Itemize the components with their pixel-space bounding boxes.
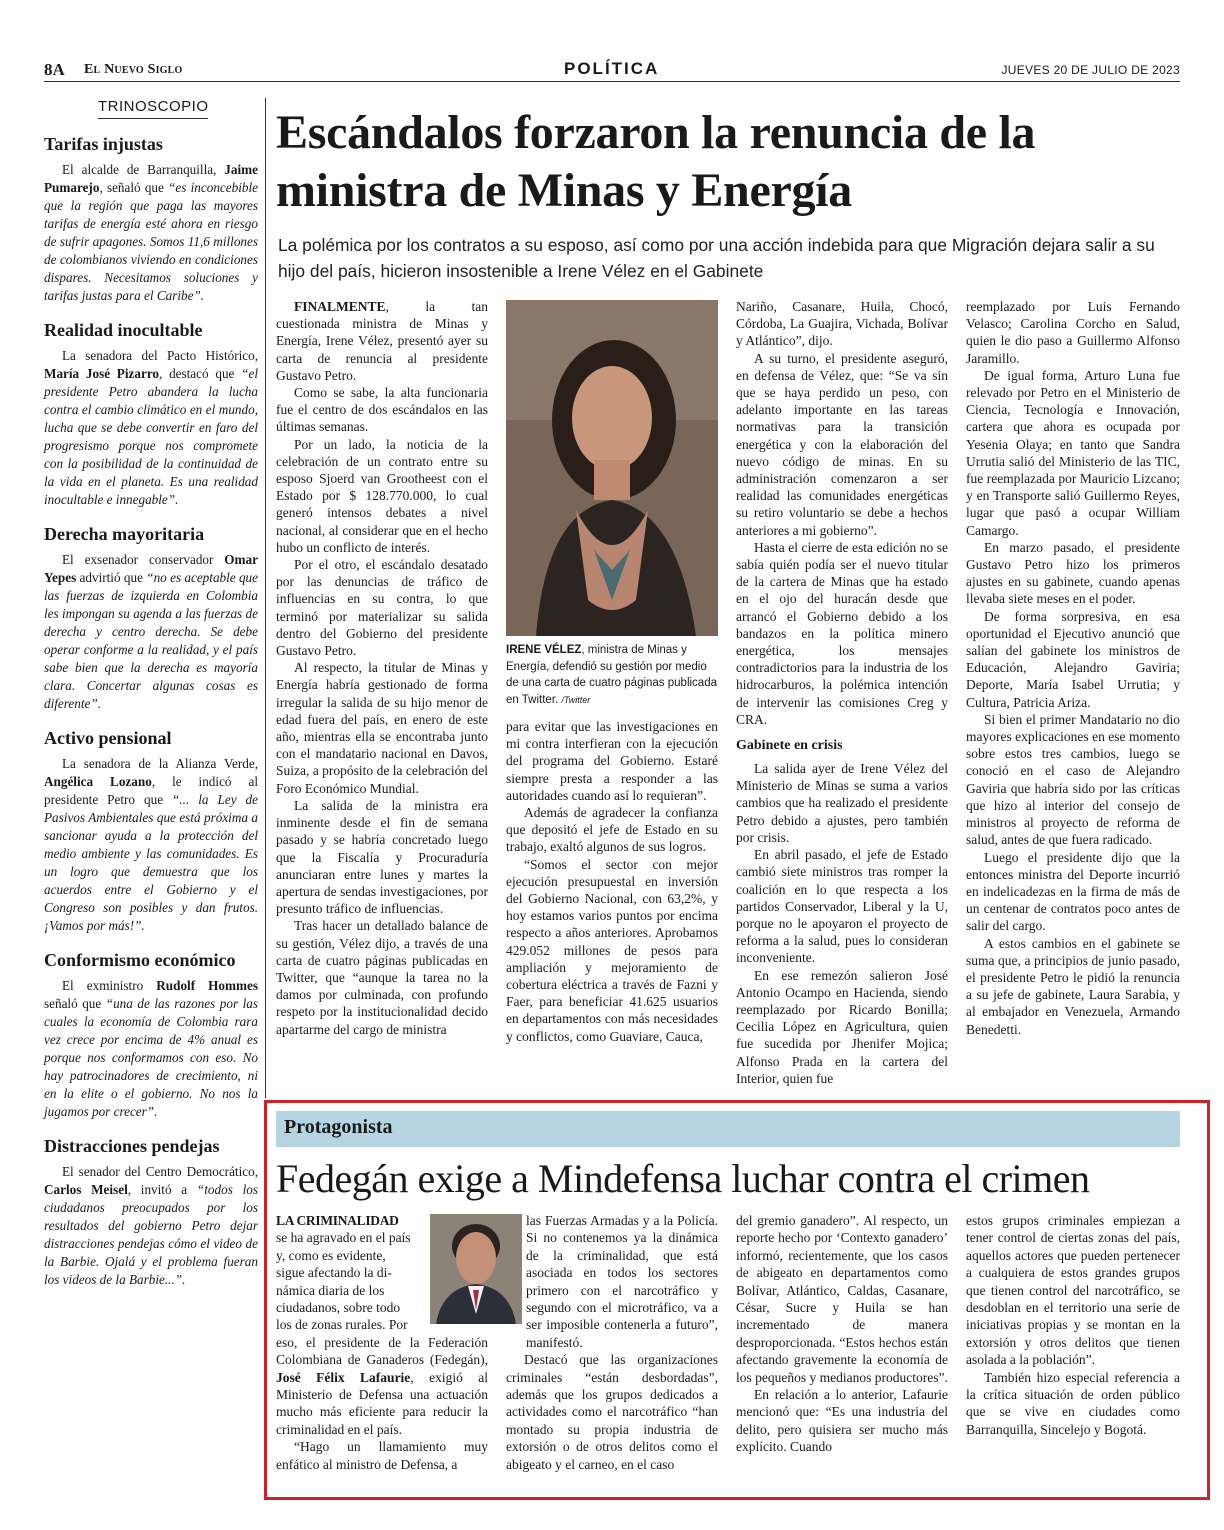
trino-quote: “es inconcebible que la región que paga las mayores tarifas de energía esté ahora en riesgo de sufrir apagones. Somos 11,6 millones de colombianos viviendo en condiciones dispares. Necesitamos soluciones y tarifas justas para el Caribe”. (44, 180, 258, 303)
text-run: eso, el presidente de la Federación Colombiana de Ganaderos (Fedegán), (276, 1334, 488, 1368)
trino-item (44, 131, 258, 305)
trinoscopio-column (44, 98, 258, 1289)
protagonista-band (276, 1111, 1180, 1147)
trino-quote: “el presidente Petro abandera la lucha contra el cambio climático en el mundo, lucha que se debe convertir en faro del progresismo porque nos compromete con la posibilidad de la continuidad de la vida en el planeta. Es una realidad inocultable e innegable”. (44, 366, 258, 507)
caption-name: IRENE VÉLEZ (506, 644, 582, 656)
paragraph: Hasta el cierre de esta edición no se sabía quién podía ser el nuevo titular de la cartera de Minas que ha estado en el ojo del huracán desde que arrancó el Gobierno debido a los bandazos en la política minero energética, los mensajes contradictorios para la industria de los hidrocarburos, la polémica intención de intervenir las comisiones Creg y CRA. (736, 539, 948, 727)
irene-velez-photo (506, 300, 718, 636)
photo-credit: /Twitter (561, 694, 591, 705)
trino-quote: “no es aceptable que las fuerzas de izquierda en Colombia les impongan su agenda a las fuerzas de derecha y centro derecha. Se debe operar conforme a la realidad, y el país sabe bien que la derecha es mayoría clara. Concertar algunas cosas es diferente”. (44, 570, 259, 711)
text-run: , le indicó al presidente Petro que (44, 774, 258, 807)
trino-heading: Distracciones pendejas (44, 1136, 220, 1156)
text-line: námica diaria de los (276, 1282, 385, 1298)
article-lead (276, 298, 488, 384)
lead-text: , la tan cuestionada ministra de Minas y Energía, Irene Vélez, presentó ayer su carta de renuncia al presidente Gustavo Petro. (276, 299, 488, 383)
paragraph: En marzo pasado, el presidente Gustavo Petro hizo los primeros ajustes en su gabinete, cuando apenas llevaba siete meses en el poder. (966, 539, 1180, 607)
person-name: Rudolf Hommes (156, 978, 258, 993)
article-column-3 (736, 298, 948, 1087)
paragraph: Si bien el primer Mandatario no dio mayores explicaciones en ese momento sobre estos tres cambios, luego se conoció en el caso de Alejandro Gaviria que habría sido por las críticas que hizo al interior del consejo de ministros al proyecto de reforma de salud, antes de que fuera radicado. (966, 711, 1180, 848)
person-name: Angélica Lozano (44, 774, 152, 789)
paragraph: En relación a lo anterior, Lafaurie mencionó que: “Es una industria del delito, pero quisiera ser mucho más explícito. Cuando (736, 1387, 948, 1455)
protagonista-column-1 (276, 1212, 488, 1473)
text-run: , señaló que (99, 180, 169, 195)
person-name: José Félix Lafaurie (276, 1369, 411, 1385)
paragraph: La salida de la ministra era inminente desde el fin de semana pasado y se habría concretado luego que la Fiscalía y Procuraduría anunciaran entre lunes y martes la apertura de sendas investigaciones, por presunto tráfico de influencias. (276, 797, 488, 917)
paragraph: Destacó que las organizaciones criminales “están desbordadas”, además que los grupos dedicados a actividades como el narcotráfico “han montado su propia industria de extorsión o de otros delitos como el abigeato y el carneo, en el caso (506, 1352, 718, 1472)
page-header (44, 58, 1180, 82)
text-line: ciudadanos, sobre todo (276, 1300, 401, 1316)
protagonista-headline: Fedegán exige a Mindefensa luchar contra el crimen (276, 1156, 1090, 1201)
protagonista-column-4 (966, 1212, 1180, 1438)
trino-quote: “todos los ciudadanos preocupados por los resultados del gobierno Petro dejar distracciones pendejas cómo el video de la Barbie. Ojalá y el problema fueran los videos de la Barbie...”. (44, 1182, 258, 1287)
person-name: Omar Yepes (44, 552, 258, 585)
paragraph: Por un lado, la noticia de la celebración de un contrato entre su esposo Sjoerd van Grootheest con el Estado por $ 128.770.000, lo cual generó intensos debates a nivel nacional, al considerar que en el hecho hubo un conflicto de interés. (276, 436, 488, 555)
paragraph: De forma sorpresiva, en esa oportunidad el Ejecutivo anunció que salían del gabinete los ministros de Educación, Alejandro Gaviria; Deporte, María Isabel Urrutia; y Cultura, Patricia Ariza. (966, 608, 1180, 710)
paragraph: En ese remezón salieron José Antonio Ocampo en Hacienda, siendo reemplazado por Ricardo Bonilla; Cecilia López en Agricultura, quien fue sucedida por Jhenifer Mojica; Alfonso Prada en la cartera del Interior, quien fue (736, 967, 948, 1086)
paragraph: del gremio ganadero”. Al respecto, un reporte hecho por ‘Contexto ganadero’ informó, recientemente, que los casos de abigeato en departamentos como Bolívar, Atlántico, Caldas, Casanare, César, Sucre y Huila se han incrementado de manera desproporcionada. “Estos hechos están afectando gravemente la economía de los pequeños y medianos productores”. (736, 1213, 948, 1385)
trino-item (44, 947, 258, 1121)
text-line: y, como es evidente, (276, 1247, 386, 1263)
trino-item (44, 1133, 258, 1289)
person-name: María José Pizarro (44, 366, 160, 381)
paragraph: De igual forma, Arturo Luna fue relevado por Petro en el Ministerio de Ciencia, Tecnología e Innovación, cartera que ahora es ocupada por Yesenia Olaya; en tanto que Sandra Urrutia salió del Ministerio de las TIC, fue reemplazada por Mauricio Lizcano; y en Transporte salió Guillermo Reyes, lugar que pasó a ocupar William Camargo. (966, 367, 1180, 538)
paragraph: estos grupos criminales empiezan a tener control de ciertas zonas del país, aquellos actores que pueden pertenecer a cualquiera de estos grandes grupos que tienen control del narcotráfico, se desdoblan en el territorio una serie de iniciativas propias y se montan en la extorsión y otros delitos que tienen asolada a la población”. (966, 1213, 1180, 1368)
text-run: , destacó que (159, 366, 242, 381)
person-name: Jaime Pumarejo (44, 162, 258, 195)
article-column-4 (966, 298, 1180, 1038)
trino-text (44, 551, 258, 713)
text-line: sigue afectando la di- (276, 1265, 392, 1281)
text-line: los de zonas rurales. Por (276, 1317, 408, 1333)
trino-quote: “... la Ley de Pasivos Ambientales que está próxima a sancionar ayuda a la protección del medio ambiente y las comunidades. Es un logro que demuestra que los acuerdos entre el Gobierno y el Congreso son posibles y dan frutos. ¡Vamos por más!”. (44, 792, 258, 933)
trino-quote: “una de las razones por las cuales la economía de Colombia rara vez crece por encima de 4% anual es porque nos conformamos con eso. No hay patrocinadores de crecimiento, ni en la elite o el gobierno. No nos la jugamos por crecer”. (44, 996, 258, 1119)
paragraph: Nariño, Casanare, Huila, Chocó, Córdoba, La Guajira, Vichada, Bolívar y Atlántico”, dijo. (736, 299, 948, 349)
trino-heading: Tarifas injustas (44, 134, 163, 154)
paragraph: Al respecto, la titular de Minas y Energía habría gestionado de forma irregular la salida de su hijo menor de edad fuera del país, en enero de este año, mientras ella se encontraba junto con el mandatario nacional en Davos, Suiza, a propósito de la celebración del Foro Económico Mundial. (276, 660, 488, 796)
article-column-1 (276, 298, 488, 1038)
trino-heading: Activo pensional (44, 728, 172, 748)
trino-item (44, 521, 258, 713)
paragraph: reemplazado por Luis Fernando Velasco; Carolina Corcho en Salud, quien le dio paso a Guillermo Alfonso Jaramillo. (966, 299, 1180, 366)
paragraph: “Hago un llamamiento muy enfático al ministro de Defensa, a (276, 1439, 488, 1472)
text-run: advirtió que (76, 570, 147, 585)
page-number: 8A (44, 60, 65, 79)
text-run: El exsenador conservador (62, 552, 225, 567)
article-column-2 (506, 718, 718, 1045)
paragraph: “Somos el sector con mejor ejecución presupuestal en inversión del Gobierno Nacional, con 63,2%, y hoy estamos varios puntos por encima respecto a años anteriores. Aprobamos 429.052 millones de pesos para ampliación y mejoramiento de cobertura eléctrica a través de Fazni y Faer, para beneficiar 41.625 usuarios en departamentos con más necesidades y conflictos, como Guaviare, Cauca, (506, 856, 718, 1044)
paragraph: La salida ayer de Irene Vélez del Ministerio de Minas se suma a varios cambios que ha realizado el presidente Petro debido a ajustes, pero también por crisis. (736, 761, 948, 845)
protagonista-column-3 (736, 1212, 948, 1456)
trino-heading: Conformismo económico (44, 950, 236, 970)
protagonista-label: Protagonista (284, 1116, 393, 1138)
subheading: Gabinete en crisis (736, 738, 843, 754)
paragraph: Además de agradecer la confianza que depositó el jefe de Estado en su trabajo, exaltó algunos de sus logros. (506, 805, 718, 855)
protagonista-column-2 (506, 1212, 718, 1473)
trino-text (44, 1163, 258, 1289)
photo-caption (506, 642, 718, 708)
text-run: , invitó a (127, 1182, 197, 1197)
text-run: El exministro (62, 978, 157, 993)
paragraph: para evitar que las investigaciones en mi contra interfieran con la ejecución del programa del Gobierno. Estaré siempre presta a responder a las autoridades cuando así lo requieran”. (506, 719, 718, 803)
trino-item (44, 317, 258, 509)
paragraph: Como se sabe, la alta funcionaria fue el centro de dos escándalos en las últimas semanas. (276, 385, 488, 435)
trinoscopio-title: TRINOSCOPIO (98, 98, 208, 119)
paragraph (276, 1334, 488, 1438)
trino-text (44, 977, 258, 1121)
paragraph: También hizo especial referencia a la crítica situación de orden público que se vive en ciudades como Barranquilla, Sincelejo y Bogotá. (966, 1369, 1180, 1437)
text-run: La senadora de la Alianza Verde, (62, 756, 258, 771)
trino-text (44, 347, 258, 509)
lead-cap: FINALMENTE (294, 299, 386, 314)
paragraph: A su turno, el presidente aseguró, en defensa de Vélez, que: “Se va sin que se haya perdido un peso, con adelanto importante en las tareas normativas para la transición energética y con la elaboración del nuevo código de minas. En su administración comenzaron a ser realidad las comunidades energéticas su retiro voluntario se debe a hechos anteriores a mi gobierno”. (736, 350, 948, 538)
trino-heading: Derecha mayoritaria (44, 524, 205, 544)
trino-item (44, 725, 258, 935)
main-headline: Escándalos forzaron la renuncia de la ministra de Minas y Energía (276, 106, 1036, 217)
text-run: El senador del Centro Democrático, (62, 1164, 258, 1179)
trino-text (44, 161, 258, 305)
issue-date: JUEVES 20 DE JULIO DE 2023 (1001, 63, 1180, 77)
person-name: Carlos Meisel (44, 1182, 128, 1197)
text-run: , exigió al Ministerio de Defensa una actuación mucho más eficiente para reducir la criminalidad en el país. (276, 1369, 488, 1437)
text-run: señaló que (44, 996, 106, 1011)
paragraph: A estos cambios en el gabinete se suma que, a principios de junio pasado, el presidente Petro le pidió la renuncia a su jefe de gabinete, Laura Sarabia, y al embajador en Venezuela, Armando Benedetti. (966, 935, 1180, 1037)
paragraph: En abril pasado, el jefe de Estado cambió siete ministros tras romper la coalición en lo que respecta a los partidos Conservador, Liberal y la U, porque no le apoyaron el proyecto de reforma a la salud, pues lo consideran inconveniente. (736, 847, 948, 966)
main-deck: La polémica por los contratos a su esposo, así como por una acción indebida para que Migración dejara salir a su hijo del país, hicieron insostenible a Irene Vélez en el Gabinete (278, 235, 1155, 281)
paragraph: Luego el presidente dijo que la entonces ministra del Deporte incurrió en indelicadezas en la firma de más de un centenar de contratos poco antes de salir del cargo. (966, 849, 1180, 934)
paragraph: las Fuerzas Armadas y a la Policía. Si no contenemos ya la dinámica de la criminalidad, que está asociada en todos los sectores primero con el narcotráfico y segundo con el microtráfico, va a ser imposible contenerla a futuro”, manifestó. (526, 1213, 718, 1350)
paragraph: Tras hacer un detallado balance de su gestión, Vélez dijo, a través de una carta de cuatro páginas publicadas en Twitter, que “aunque la tarea no la damos por culminada, con profundo respeto por la institucionalidad decido apartarme del cargo de ministra (276, 918, 488, 1037)
text-run: El alcalde de Barranquilla, (62, 162, 225, 177)
text-run: La senadora del Pacto Histórico, (62, 348, 258, 363)
section-title: POLÍTICA (564, 59, 660, 78)
prot-lead-cap: LA CRIMINALIDAD (276, 1213, 399, 1228)
trino-heading: Realidad inocultable (44, 320, 203, 340)
text-line: se ha agravado en el país (276, 1230, 411, 1246)
paragraph: Por el otro, el escándalo desatado por las denuncias de tráfico de influencias en su contra, lo que terminó por materializar su salida dentro del Gobierno del presidente Gustavo Petro. (276, 557, 488, 659)
column-divider (265, 98, 266, 1098)
trino-text (44, 755, 258, 935)
newspaper-name: El Nuevo Siglo (84, 62, 183, 77)
caption-text: , ministra de Minas y Energía, defendió su gestión por medio de una carta de cuatro páginas publicada en Twitter. (506, 644, 717, 706)
